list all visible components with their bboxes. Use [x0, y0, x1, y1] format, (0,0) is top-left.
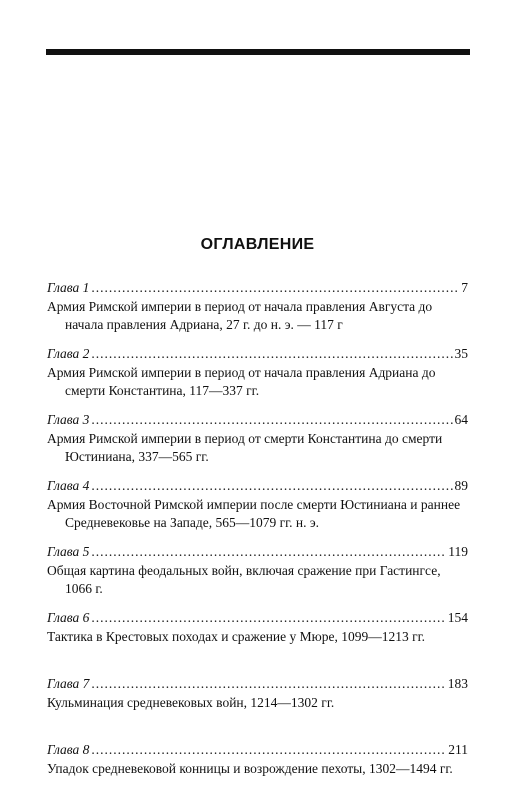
dot-leader — [91, 610, 445, 626]
dot-leader — [91, 676, 445, 692]
chapter-title: Кульминация средневековых войн, 1214—1302 гг. — [47, 695, 335, 710]
chapter-title: Армия Римской империи в период от смерти Константина до смерти Юстиниана, 337—565 гг. — [47, 431, 443, 464]
page-number: 119 — [448, 544, 468, 559]
chapter-label: Глава 5 — [47, 544, 90, 559]
chapter-label: Глава 2 — [47, 346, 90, 361]
chapter-title: Общая картина феодальных войн, включая сражение при Гастингсе, 1066 г. — [47, 563, 441, 596]
page-number: 89 — [454, 478, 468, 493]
dot-leader — [91, 478, 452, 494]
page-number: 154 — [447, 610, 468, 625]
dot-leader — [91, 346, 452, 362]
toc-entry — [47, 610, 468, 676]
page-number: 64 — [454, 412, 468, 427]
toc-entry — [47, 742, 468, 808]
toc-list — [47, 280, 468, 808]
dot-leader — [91, 280, 459, 296]
chapter-label: Глава 4 — [47, 478, 90, 493]
chapter-title: Армия Римской империи в период от начала правления Адриана до смерти Константина, 117—337 гг. — [47, 365, 436, 398]
chapter-title: Армия Восточной Римской империи после смерти Юстиниана и раннее Средневековье на Западе, 565—1079 гг. н. э. — [47, 497, 461, 530]
chapter-title: Тактика в Крестовых походах и сражение у Мюре, 1099—1213 гг. — [47, 629, 426, 644]
toc-entry — [47, 280, 468, 346]
chapter-label: Глава 3 — [47, 412, 90, 427]
toc-entry — [47, 346, 468, 412]
chapter-label: Глава 1 — [47, 280, 90, 295]
top-rule — [46, 49, 470, 55]
toc-entry — [47, 412, 468, 478]
chapter-label: Глава 8 — [47, 742, 90, 757]
toc-entry — [47, 544, 468, 610]
page-number: 35 — [454, 346, 468, 361]
toc-entry — [47, 478, 468, 544]
chapter-title: Армия Римской империи в период от начала правления Августа до начала правления Адриана, 27 г. до н. э. — 117 г — [47, 299, 433, 332]
dot-leader — [91, 544, 446, 560]
page-number: 211 — [448, 742, 468, 757]
page-number: 183 — [447, 676, 468, 691]
chapter-label: Глава 6 — [47, 610, 90, 625]
toc-entry — [47, 676, 468, 742]
page-number: 7 — [461, 280, 468, 295]
page-heading: ОГЛАВЛЕНИЕ — [200, 236, 315, 253]
chapter-label: Глава 7 — [47, 676, 90, 691]
chapter-title: Упадок средневековой конницы и возрождение пехоты, 1302—1494 гг. — [47, 761, 453, 776]
dot-leader — [91, 412, 452, 428]
dot-leader — [91, 742, 446, 758]
